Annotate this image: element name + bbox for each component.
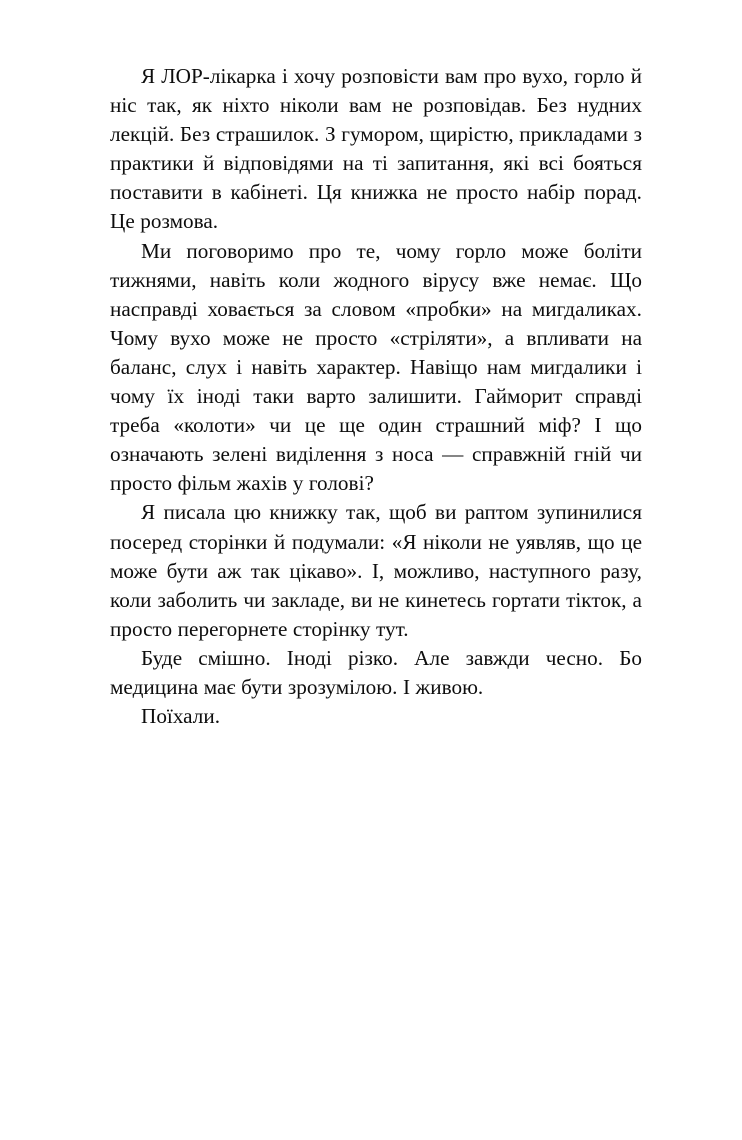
paragraph: Я писала цю книжку так, щоб ви раптом зупинилися посеред сторінки й подумали: «Я ніколи не уявляв, що це може бути аж так цікаво». І, можливо, наступного разу, коли заболить чи закладе, ви не кинетесь гортати тікток, а просто перегорнете сторінку тут. [110,500,642,641]
paragraph: Я ЛОР-лікарка і хочу розповісти вам про вухо, горло й ніс так, як ніхто ніколи вам не розповідав. Без нудних лекцій. Без страшилок. З гумором, щирістю, прикладами з практики й відповідями на ті запитання, які всі бояться поставити в кабінеті. Ця книжка не просто набір порад. Це розмова. [110,64,642,234]
page-text-block [110,62,642,731]
paragraph: Поїхали. [141,704,221,729]
paragraph: Буде смішно. Іноді різко. Але завжди чесно. Бо медицина має бути зрозумілою. І живою. [110,645,642,699]
paragraph: Ми поговоримо про те, чому горло може боліти тижнями, навіть коли жодного вірусу вже немає. Що насправді ховається за словом «пробки» на мигдаликах. Чому вухо може не просто «стріляти», а впливати на баланс, слух і навіть характер. Навіщо нам мигдалики і чому їх іноді таки варто залишити. Гайморит справді треба «колоти» чи це ще один страшний міф? І що означають зелені виділення з носа — справжній гній чи просто фільм жахів у голові? [110,238,642,496]
